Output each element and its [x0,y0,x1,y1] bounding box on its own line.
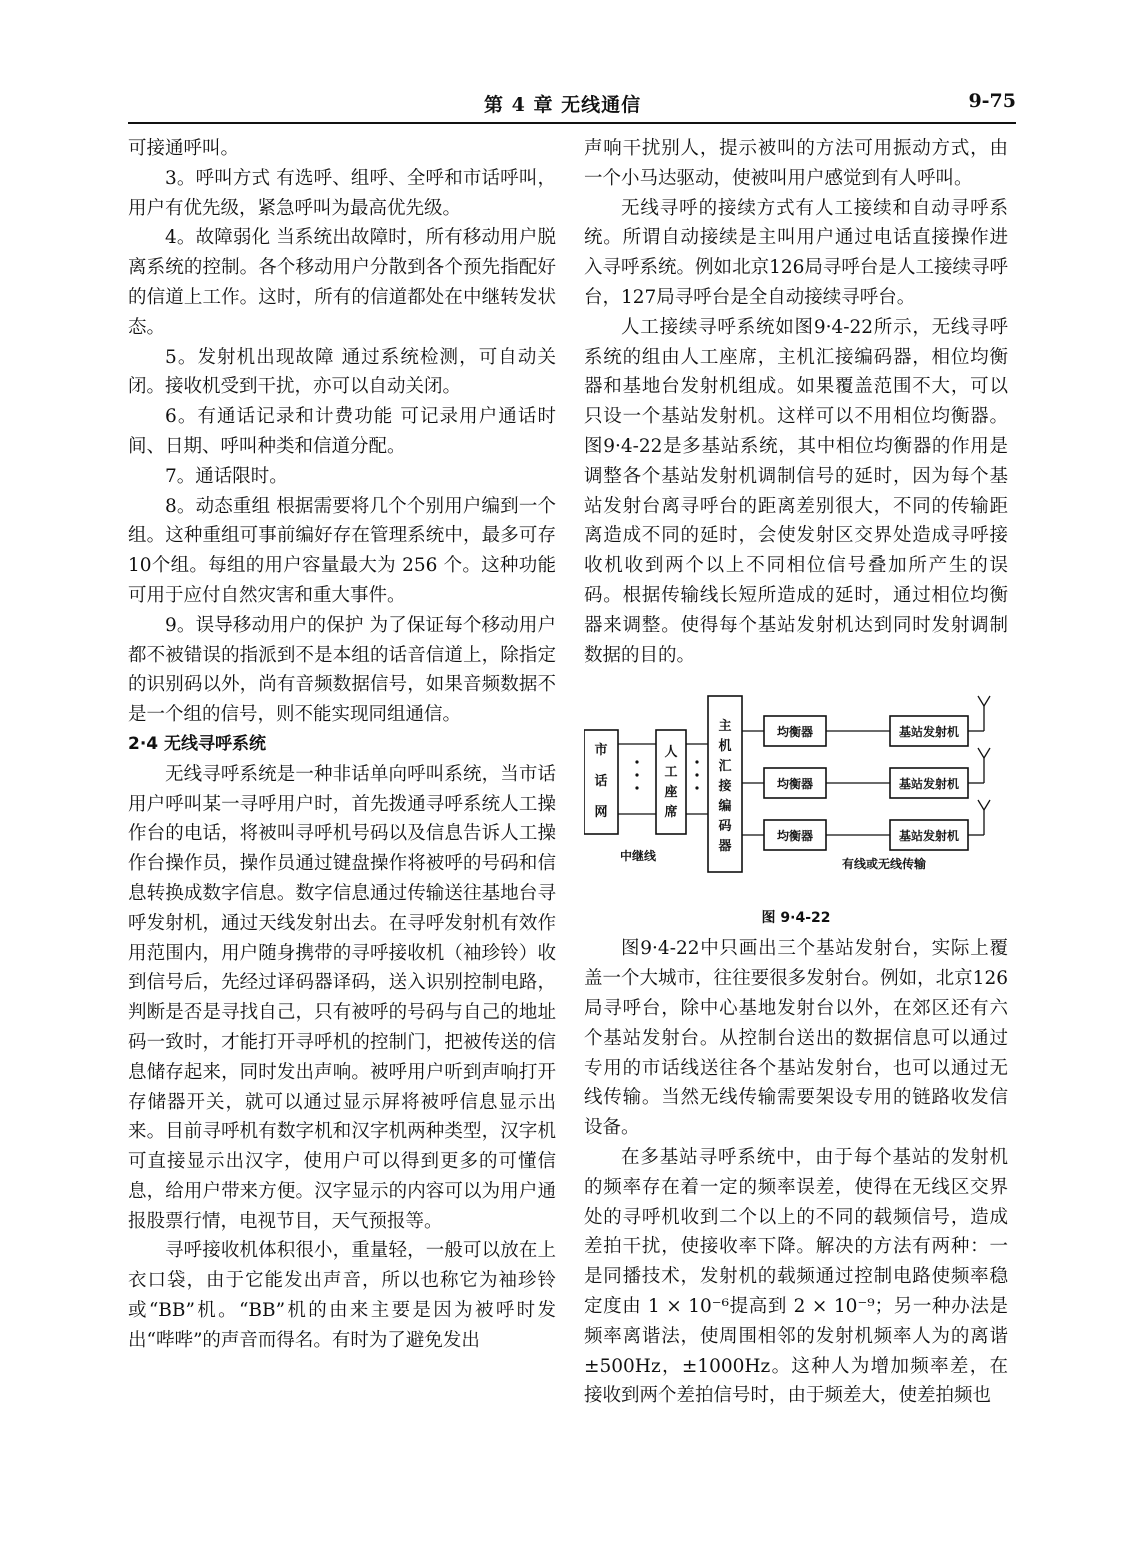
paragraph: 5。发射机出现故障 通过系统检测，可自动关闭。接收机受到干扰，亦可以自动关闭。 [128,346,556,398]
city-net-char-3: 网 [594,805,608,821]
paragraph: 4。故障弱化 当系统出故障时，所有移动用户脱离系统的控制。各个移动用户分散到各个预先指配好的信道上工作。这时，所有的信道都处在中继转发状态。 [128,227,556,338]
paragraph: 无线寻呼系统是一种非话单向呼叫系统，当市话用户呼叫某一寻呼用户时，首先拨通寻呼系统人工操作台的电话，将被叫寻呼机号码以及信息告诉人工操作台操作员，操作员通过键盘操作将被呼的号码和信息转换成数字信息。数字信息通过传输送往基地台寻呼发射机，通过天线发射出去。在寻呼发射机有效作用范围内，用户随身携带的寻呼接收机（袖珍铃）收到信号后，先经过译码器译码，送入识别控制电路，判断是否是寻找自己，只有被呼的号码与自己的地址码一致时，才能打开寻呼机的控制门，把被传送的信息储存起来，同时发出声响。被呼用户听到声响打开存储器开关，就可以通过显示屏将被呼信息显示出来。目前寻呼机有数字机和汉字机两种类型，汉字机可直接显示出汉字，使用户可以得到更多的可懂信息，给用户带来方便。汉字显示的内容可以为用户通报股票行情，电视节目，天气预报等。 [128,763,556,1232]
left-column [128,134,556,1356]
svg-text:器: 器 [718,839,732,855]
paragraph: 声响干扰别人，提示被叫的方法可用振动方式，由一个小马达驱动，使被叫用户感觉到有人呼叫。 [584,138,1008,189]
svg-text:主: 主 [718,719,732,735]
paragraph: 7。通话限时。 [165,465,288,487]
svg-text:工: 工 [664,765,678,781]
equalizer-label-1: 均衡器 [776,725,814,740]
paragraph: 6。有通话记录和计费功能 可记录用户通话时间、日期、呼叫种类和信道分配。 [128,406,556,457]
svg-text:接: 接 [718,779,732,795]
city-net-char-2: 话 [594,774,608,790]
chapter-title: 第 4 章 无线通信 [484,94,642,116]
paragraph: 8。动态重组 根据需要将几个个别用户编到一个组。这种重组可事前编好存在管理系统中，最多可存10个组。每组的用户容量最大为 256 个。这种功能可用于应付自然灾害和重大事件。 [128,495,556,606]
svg-text:人: 人 [664,745,678,761]
paragraph: 无线寻呼的接续方式有人工接续和自动寻呼系统。所谓自动接续是主叫用户通过电话直接操作进入寻呼系统。例如北京126局寻呼台是人工接续寻呼台，127局寻呼台是全自动接续寻呼台。 [584,197,1008,308]
paragraph: 人工接续寻呼系统如图9·4-22所示，无线寻呼系统的组由人工座席，主机汇接编码器，相位均衡器和基地台发射机组成。如果覆盖范围不大，可以只设一个基站发射机。这样可以不用相位均衡器。图9·4-22是多基站系统，其中相位均衡器的作用是调整各个基站发射机调制信号的延时，因为每个基站发射台离寻呼台的距离差别很大，不同的传输距离造成不同的延时，会使发射区交界处造成寻呼接收机收到两个以上不同相位信号叠加所产生的误码。根据传输线长短所造成的延时，通过相位均衡器来调整。使得每个基站发射机达到同时发射调制数据的目的。 [584,316,1008,666]
svg-text:码: 码 [718,819,732,835]
paragraph: 在多基站寻呼系统中，由于每个基站的发射机的频率存在着一定的频率误差，使得在无线区交界处的寻呼机收到二个以上的不同的载频信号，造成差拍干扰，使接收率下降。解决的方法有两种：一是同播技术，发射机的载频通过控制电路使频率稳定度由 1 × 10⁻⁶提高到 2 × 10⁻⁹；另一种办法是频率离谐法，使周围相邻的发射机频率人为的离谐 ±500Hz，±1000Hz。这种人为增加频率差，在接收到两个差拍信号时，由于频差大，使差拍频也 [584,1146,1008,1407]
transmission-label: 有线或无线传输 [841,857,927,872]
equalizer-label-2: 均衡器 [776,777,814,792]
page-header [128,90,1016,118]
transmitter-label-2: 基站发射机 [898,777,960,792]
svg-text:编: 编 [718,799,732,815]
paragraph: 3。呼叫方式 有选呼、组呼、全呼和市话呼叫，用户有优先级，紧急呼叫为最高优先级。 [128,167,556,219]
svg-text:机: 机 [718,739,732,755]
paragraph: 可接通呼叫。 [128,138,240,159]
paragraph: 9。误导移动用户的保护 为了保证每个移动用户都不被错误的指派到不是本组的话音信道上，除指定的识别码以外，尚有音频数据信号，如果音频数据不是一个组的信号，则不能实现同组通信。 [128,614,556,726]
page-number: 9-75 [968,90,1016,112]
header-rule [128,122,1016,124]
equalizer-label-3: 均衡器 [776,829,814,844]
paragraph: 寻呼接收机体积很小，重量轻，一般可以放在上衣口袋，由于它能发出声音，所以也称它为袖珍铃或“BB”机。“BB”机的由来主要是因为被呼时发出“哔哔”的声音而得名。有时为了避免发出 [128,1240,556,1351]
section-heading: 2·4 无线寻呼系统 [128,733,267,754]
paragraph: 图9·4-22中只画出三个基站发射台，实际上覆盖一个大城市，往往要很多发射台。例如，北京126局寻呼台，除中心基地发射台以外，在郊区还有六个基站发射台。从控制台送出的数据信息可以通过专用的市话线送往各个基站发射台，也可以通过无线传输。当然无线传输需要架设专用的链路收发信设备。 [584,938,1008,1139]
trunk-line-label: 中继线 [619,849,657,864]
block-diagram [584,682,1008,902]
svg-text:座: 座 [664,785,678,801]
figure-caption: 图 9·4-22 [761,910,831,927]
transmitter-label-1: 基站发射机 [898,725,960,740]
transmitter-label-3: 基站发射机 [898,829,960,844]
svg-text:汇: 汇 [718,759,732,775]
svg-text:席: 席 [664,805,678,821]
figure-paging-system-diagram [584,682,1008,934]
city-net-char-1: 市 [594,743,608,759]
right-column [584,134,1008,1411]
